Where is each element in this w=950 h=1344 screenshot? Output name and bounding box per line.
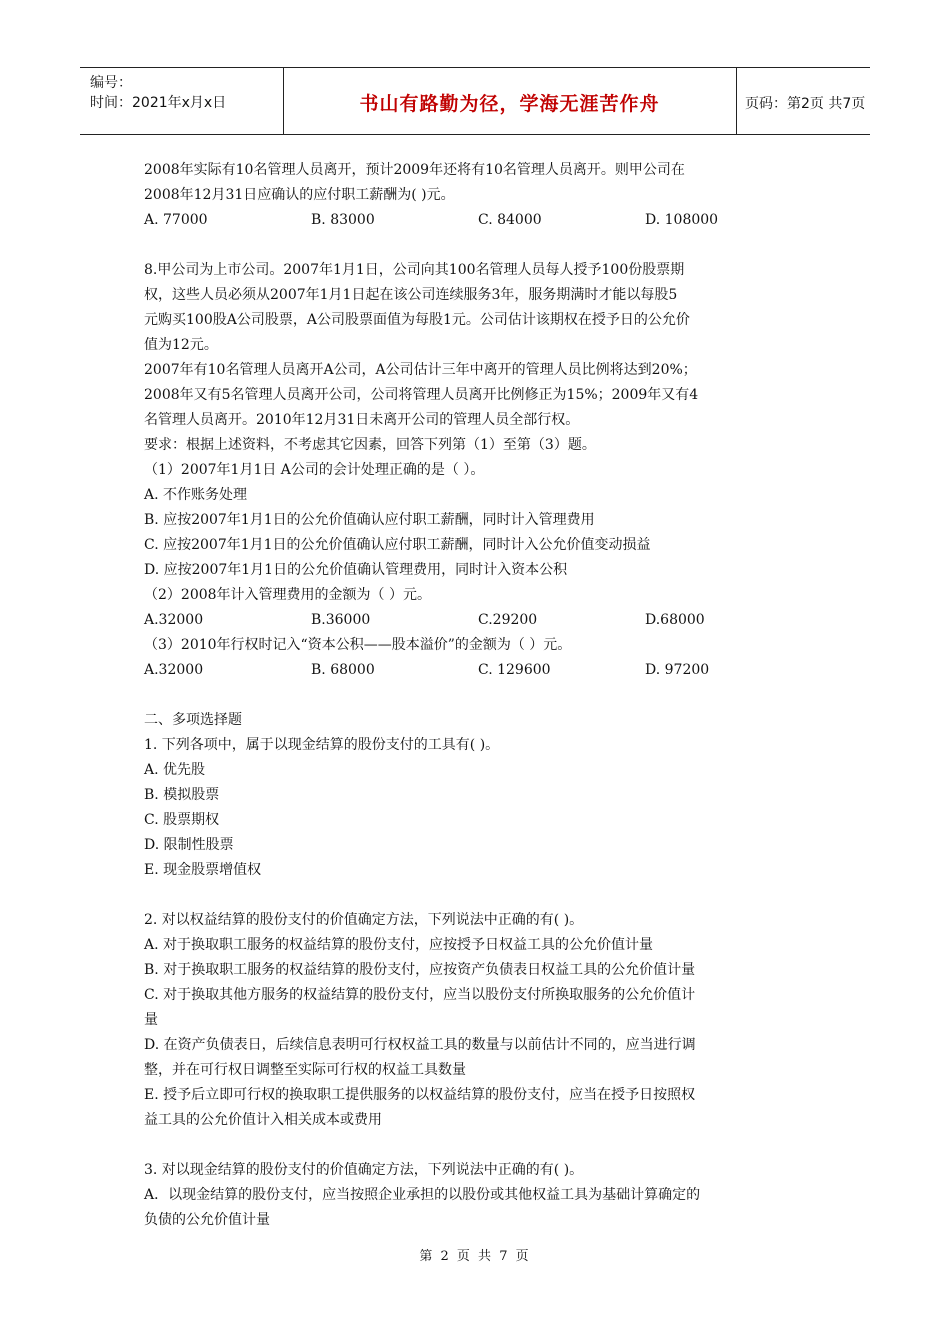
- page-header: [80, 67, 870, 135]
- page-footer: 第 2 页 共 7 页: [419, 1249, 531, 1264]
- header-info-cell: [80, 68, 284, 134]
- text-line: （3）2010年行权时记入“资本公积——股本溢价”的金额为（ ）元。: [144, 637, 572, 653]
- text-line: 值为12元。: [144, 337, 218, 353]
- text-line: A．以现金结算的股份支付，应当按照企业承担的以股份或其他权益工具为基础计算确定的: [144, 1187, 701, 1203]
- option-item: D.68000: [645, 612, 705, 628]
- text-line: 元购买100股A公司股票，A公司股票面值为每股1元。公司估计该期权在授予日的公允价: [144, 312, 690, 328]
- text-line: 二、多项选择题: [144, 712, 242, 728]
- time-label: 时间：2021年x月x日: [90, 95, 227, 111]
- text-line: A. 不作账务处理: [144, 487, 248, 503]
- text-line: 权，这些人员必须从2007年1月1日起在该公司连续服务3年，服务期满时才能以每股5: [144, 287, 678, 303]
- text-line: C. 股票期权: [144, 812, 220, 828]
- option-item: C. 84000: [478, 212, 542, 228]
- options-row: [144, 208, 812, 233]
- text-line: （2）2008年计入管理费用的金额为（ ）元。: [144, 587, 431, 603]
- text-line: 2. 对以权益结算的股份支付的价值确定方法，下列说法中正确的有( )。: [144, 912, 584, 928]
- text-line: 8.甲公司为上市公司。2007年1月1日，公司向其100名管理人员每人授予100份股票期: [144, 262, 685, 278]
- header-motto-cell: [283, 68, 737, 134]
- text-line: 量: [144, 1012, 158, 1028]
- text-line: 2008年又有5名管理人员离开公司，公司将管理人员离开比例修正为15%；2009年又有4: [144, 387, 699, 403]
- text-line: 2008年12月31日应确认的应付职工薪酬为( )元。: [144, 187, 455, 203]
- text-line: D. 应按2007年1月1日的公允价值确认管理费用，同时计入资本公积: [144, 562, 568, 578]
- option-item: B.36000: [311, 612, 371, 628]
- text-line: 整，并在可行权日调整至实际可行权的权益工具数量: [144, 1062, 466, 1078]
- header-motto: 书山有路勤为径，学海无涯苦作舟: [359, 93, 660, 115]
- text-line: 2008年实际有10名管理人员离开，预计2009年还将有10名管理人员离开。则甲公司在: [144, 162, 685, 178]
- blank-line: [144, 883, 812, 908]
- text-line: 1. 下列各项中，属于以现金结算的股份支付的工具有( )。: [144, 737, 500, 753]
- text-line: B. 模拟股票: [144, 787, 220, 803]
- text-line: B. 对于换取职工服务的权益结算的股份支付，应按资产负债表日权益工具的公允价值计量: [144, 962, 696, 978]
- text-line: C. 对于换取其他方服务的权益结算的股份支付，应当以股份支付所换取服务的公允价值计: [144, 987, 696, 1003]
- blank-line: [144, 233, 812, 258]
- text-line: A. 对于换取职工服务的权益结算的股份支付，应按授予日权益工具的公允价值计量: [144, 937, 654, 953]
- number-label: 编号：: [90, 75, 132, 91]
- text-line: 名管理人员离开。2010年12月31日未离开公司的管理人员全部行权。: [144, 412, 580, 428]
- option-item: B. 68000: [311, 662, 375, 678]
- text-line: E. 现金股票增值权: [144, 862, 262, 878]
- text-line: 益工具的公允价值计入相关成本或费用: [144, 1112, 382, 1128]
- text-line: D. 限制性股票: [144, 837, 234, 853]
- text-line: D. 在资产负债表日，后续信息表明可行权权益工具的数量与以前估计不同的，应当进行调: [144, 1037, 696, 1053]
- option-item: C.29200: [478, 612, 538, 628]
- options-row: [144, 658, 812, 683]
- option-item: B. 83000: [311, 212, 375, 228]
- blank-line: [144, 683, 812, 708]
- option-item: C. 129600: [478, 662, 551, 678]
- text-line: 3. 对以现金结算的股份支付的价值确定方法，下列说法中正确的有( )。: [144, 1162, 584, 1178]
- option-item: D. 97200: [645, 662, 710, 678]
- option-item: A.32000: [144, 662, 204, 678]
- text-line: C. 应按2007年1月1日的公允价值确认应付职工薪酬，同时计入公允价值变动损益: [144, 537, 651, 553]
- option-item: D. 108000: [645, 212, 719, 228]
- option-item: A. 77000: [144, 212, 208, 228]
- text-line: B. 应按2007年1月1日的公允价值确认应付职工薪酬，同时计入管理费用: [144, 512, 595, 528]
- text-line: 2007年有10名管理人员离开A公司，A公司估计三年中离开的管理人员比例将达到20%；: [144, 362, 697, 378]
- document-body: [144, 158, 812, 1233]
- text-line: （1）2007年1月1日 A公司的会计处理正确的是（ ）。: [144, 462, 485, 478]
- option-item: A.32000: [144, 612, 204, 628]
- header-page-info: 页码：第2页 共7页: [745, 96, 866, 112]
- header-page-cell: [736, 68, 870, 134]
- text-line: 负债的公允价值计量: [144, 1212, 270, 1228]
- text-line: A. 优先股: [144, 762, 206, 778]
- options-row: [144, 608, 812, 633]
- blank-line: [144, 1133, 812, 1158]
- text-line: E. 授予后立即可行权的换取职工提供服务的以权益结算的股份支付，应当在授予日按照权: [144, 1087, 696, 1103]
- text-line: 要求：根据上述资料，不考虑其它因素，回答下列第（1）至第（3）题。: [144, 437, 596, 453]
